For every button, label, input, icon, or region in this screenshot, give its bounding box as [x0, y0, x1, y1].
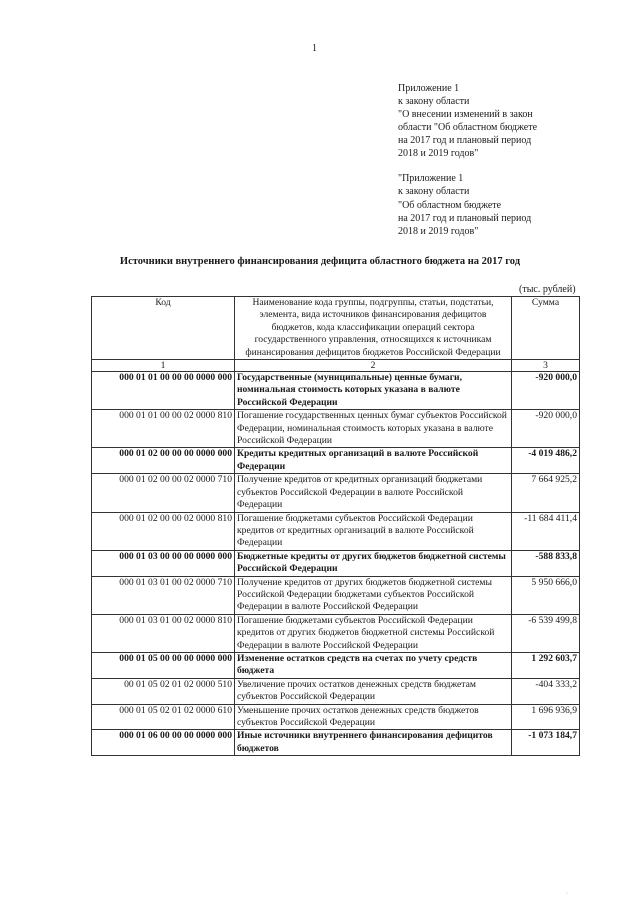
sum-cell: 1 292 603,7: [512, 652, 580, 678]
appendix-note: Приложение 1 к закону области "О внесении изменений в закон области "Об областном бюджете на 2017 год и плановый период 2018 и 2019 годов": [398, 83, 538, 159]
code-cell: 000 01 02 00 00 00 0000 000: [92, 448, 235, 474]
sum-cell: 1 696 936,9: [512, 704, 580, 730]
name-cell: Увеличение прочих остатков денежных средств бюджетам субъектов Российской Федерации: [235, 678, 512, 704]
table-row: [92, 474, 580, 512]
code-cell: 000 01 01 00 00 02 0000 810: [92, 410, 235, 448]
index-cell: 1: [92, 360, 235, 372]
appendix-law-title: "Об областном бюджете на 2017 год и плановый период 2018 и 2019 годов": [398, 200, 532, 237]
page-number: 1: [312, 43, 317, 54]
code-cell: 000 01 06 00 00 00 0000 000: [92, 730, 235, 756]
table-row: [92, 704, 580, 730]
name-cell: Получение кредитов от других бюджетов бюджетной системы Российской Федерации бюджетами субъектов Российской Федерации в валюте Российской Федерации: [235, 576, 512, 614]
table-index-row: [92, 360, 580, 372]
appendix-reference: "Приложение 1 к закону области: [398, 173, 470, 197]
table-row: [92, 678, 580, 704]
name-cell: Иные источники внутреннего финансирования дефицитов бюджетов: [235, 730, 512, 756]
table-row: [92, 512, 580, 550]
sum-cell: -11 684 411,4: [512, 512, 580, 550]
sum-cell: -6 539 499,8: [512, 614, 580, 652]
sum-cell: -920 000,0: [512, 372, 580, 410]
sum-cell: 5 950 666,0: [512, 576, 580, 614]
sum-cell: -404 333,2: [512, 678, 580, 704]
table-row: [92, 410, 580, 448]
code-cell: 000 01 03 01 00 02 0000 810: [92, 614, 235, 652]
code-cell: 000 01 02 00 00 02 0000 710: [92, 474, 235, 512]
table-header-row: [92, 297, 580, 360]
name-cell: Изменение остатков средств на счетах по учету средств бюджета: [235, 652, 512, 678]
name-cell: Бюджетные кредиты от других бюджетов бюджетной системы Российской Федерации: [235, 550, 512, 576]
code-cell: 000 01 03 01 00 02 0000 710: [92, 576, 235, 614]
table-row: [92, 614, 580, 652]
header-name: Наименование кода группы, подгруппы, статьи, подстатьи, элемента, вида источников финансирования дефицитов бюджетов, кода классификации операций сектора государственного управления, относящихся к источникам финансирования дефицитов бюджетов Российской Федерации: [235, 297, 512, 360]
name-cell: Государственные (муниципальные) ценные бумаги, номинальная стоимость которых указана в валюте Российской Федерации: [235, 372, 512, 410]
name-cell: Получение кредитов от кредитных организаций бюджетами субъектов Российской Федерации в валюте Российской Федерации: [235, 474, 512, 512]
table-row: [92, 448, 580, 474]
financing-sources-table: [91, 296, 580, 756]
table-row: [92, 730, 580, 756]
index-cell: 2: [235, 360, 512, 372]
name-cell: Погашение государственных ценных бумаг субъектов Российской Федерации, номинальная стоимость которых указана в валюте Российской Федерации: [235, 410, 512, 448]
table-row: [92, 372, 580, 410]
index-cell: 3: [512, 360, 580, 372]
document-title: Источники внутреннего финансирования дефицита областного бюджета на 2017 год: [119, 256, 521, 267]
name-cell: Кредиты кредитных организаций в валюте Российской Федерации: [235, 448, 512, 474]
sum-cell: -1 073 184,7: [512, 730, 580, 756]
name-cell: Погашение бюджетами субъектов Российской Федерации кредитов от кредитных организаций в валюте Российской Федерации: [235, 512, 512, 550]
code-cell: 000 01 03 00 00 00 0000 000: [92, 550, 235, 576]
sum-cell: -588 833,8: [512, 550, 580, 576]
table-row: [92, 576, 580, 614]
table-row: [92, 652, 580, 678]
units-label: (тыс. рублей): [519, 284, 576, 295]
code-cell: 000 01 05 02 01 02 0000 610: [92, 704, 235, 730]
code-cell: 00 01 05 02 01 02 0000 510: [92, 678, 235, 704]
sum-cell: -4 019 486,2: [512, 448, 580, 474]
name-cell: Уменьшение прочих остатков денежных средств бюджетов субъектов Российской Федерации: [235, 704, 512, 730]
header-code: Код: [92, 297, 235, 360]
sum-cell: -920 000,0: [512, 410, 580, 448]
code-cell: 000 01 02 00 00 02 0000 810: [92, 512, 235, 550]
name-cell: Погашение бюджетами субъектов Российской Федерации кредитов от других бюджетов бюджетной системы Российской Федерации в валюте Российской Федерации: [235, 614, 512, 652]
table-row: [92, 550, 580, 576]
header-sum: Сумма: [512, 297, 580, 360]
scan-mark: ·: [566, 891, 568, 897]
sum-cell: 7 664 925,2: [512, 474, 580, 512]
code-cell: 000 01 01 00 00 00 0000 000: [92, 372, 235, 410]
code-cell: 000 01 05 00 00 00 0000 000: [92, 652, 235, 678]
